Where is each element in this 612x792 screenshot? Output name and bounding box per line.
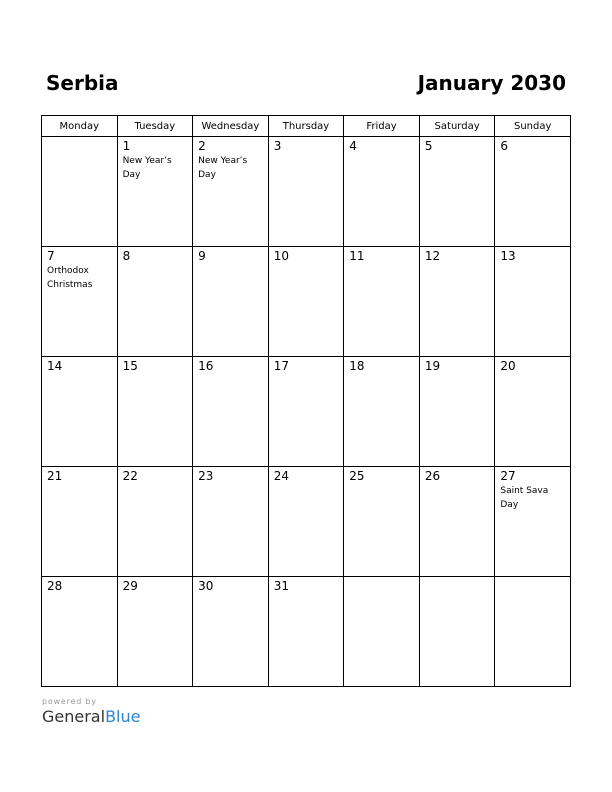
day-cell (268, 577, 344, 687)
country-title: Serbia (46, 71, 119, 95)
day-cell (117, 137, 193, 247)
day-cell (344, 577, 420, 687)
day-cell (193, 247, 269, 357)
day-cell (344, 467, 420, 577)
day-number: 19 (424, 359, 441, 373)
weekday-header: Thursday (268, 116, 344, 137)
holiday-label: Orthodox Christmas (47, 266, 93, 290)
day-number: 22 (122, 469, 138, 483)
day-cell (419, 467, 495, 577)
week-row (42, 357, 571, 467)
weekday-header: Sunday (495, 116, 571, 137)
weekday-header-row (42, 116, 571, 137)
holiday-label: Saint Sava Day (500, 486, 549, 510)
day-number: 7 (47, 249, 55, 263)
day-number: 24 (273, 469, 289, 483)
weekday-header: Saturday (419, 116, 495, 137)
day-cell (117, 577, 193, 687)
day-cell (344, 357, 420, 467)
footer-branding (42, 696, 140, 727)
day-cell (495, 467, 571, 577)
day-cell (419, 247, 495, 357)
day-cell (495, 577, 571, 687)
day-cell (268, 357, 344, 467)
holiday-label: New Year’s Day (198, 156, 248, 180)
day-cell (419, 137, 495, 247)
day-number: 28 (47, 579, 63, 593)
day-cell (42, 577, 118, 687)
day-cell (193, 137, 269, 247)
holiday-label: New Year’s Day (122, 156, 172, 180)
day-cell (42, 247, 118, 357)
day-number: 8 (122, 249, 131, 263)
day-number: 25 (349, 469, 365, 483)
day-cell (495, 247, 571, 357)
day-cell (193, 467, 269, 577)
day-number: 17 (273, 359, 289, 373)
week-row (42, 247, 571, 357)
week-row (42, 137, 571, 247)
day-cell (117, 467, 193, 577)
day-number: 27 (500, 469, 516, 483)
day-number: 12 (424, 249, 441, 263)
day-number: 29 (122, 579, 138, 593)
day-cell (344, 137, 420, 247)
month-year-title: January 2030 (417, 71, 566, 95)
day-number: 30 (198, 579, 214, 593)
weekday-header: Monday (42, 116, 118, 137)
weekday-header: Wednesday (193, 116, 269, 137)
day-cell (42, 357, 118, 467)
day-number: 13 (500, 249, 516, 263)
powered-by-label: powered by (42, 697, 97, 706)
day-number: 31 (273, 579, 289, 593)
day-number: 23 (198, 469, 214, 483)
day-cell (419, 357, 495, 467)
day-cell (117, 247, 193, 357)
generalblue-logo (42, 707, 140, 727)
weekday-header: Friday (344, 116, 420, 137)
logo-general: General (42, 707, 106, 726)
logo-blue: Blue (105, 707, 141, 726)
week-row (42, 467, 571, 577)
day-number: 14 (47, 359, 63, 373)
day-number: 26 (424, 469, 441, 483)
day-number: 16 (198, 359, 214, 373)
day-cell (268, 467, 344, 577)
day-number: 1 (122, 139, 131, 153)
day-number: 9 (198, 249, 206, 263)
day-cell (42, 467, 118, 577)
day-cell (117, 357, 193, 467)
week-row (42, 577, 571, 687)
day-cell (193, 357, 269, 467)
calendar-grid (41, 115, 571, 687)
day-cell (268, 137, 344, 247)
day-cell (344, 247, 420, 357)
day-cell (268, 247, 344, 357)
day-cell (419, 577, 495, 687)
day-number: 11 (349, 249, 365, 263)
day-number: 4 (349, 139, 357, 153)
day-number: 5 (424, 139, 433, 153)
day-number: 15 (122, 359, 138, 373)
weekday-header: Tuesday (117, 116, 193, 137)
day-cell (495, 137, 571, 247)
day-cell (42, 137, 118, 247)
day-number: 20 (500, 359, 516, 373)
day-number: 2 (198, 139, 206, 153)
day-number: 10 (273, 249, 289, 263)
day-number: 18 (349, 359, 365, 373)
day-number: 21 (47, 469, 63, 483)
day-cell (193, 577, 269, 687)
day-number: 6 (500, 139, 509, 153)
day-number: 3 (273, 139, 282, 153)
day-cell (495, 357, 571, 467)
